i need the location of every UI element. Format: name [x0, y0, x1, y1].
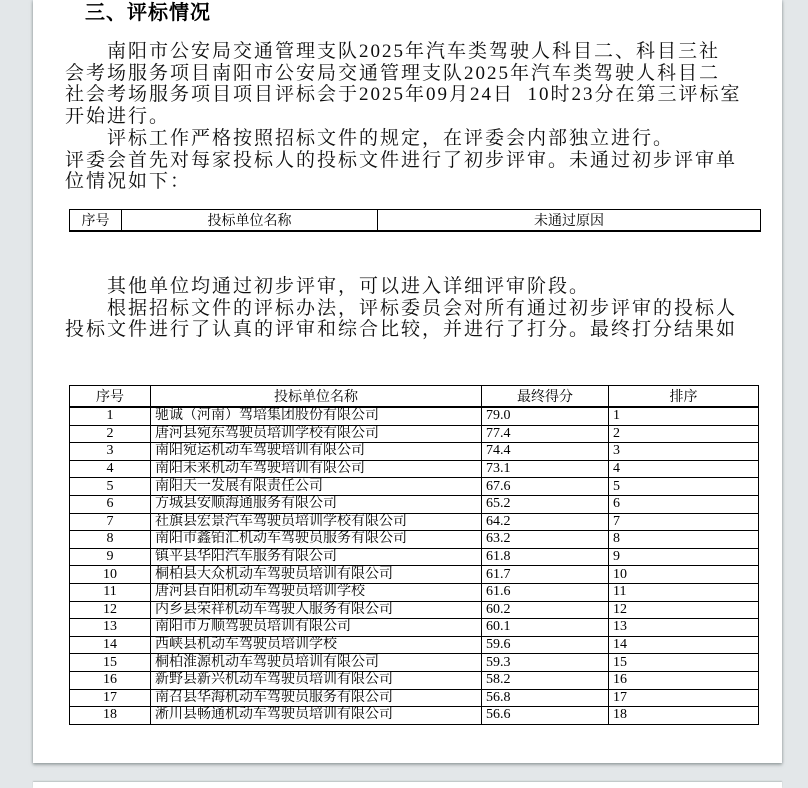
table-cell-rank: 13	[609, 619, 759, 637]
table-row	[70, 654, 759, 672]
table-cell-rank: 9	[609, 548, 759, 566]
table-cell-no: 3	[70, 443, 151, 461]
table-cell-name: 唐河县百阳机动车驾驶员培训学校	[151, 583, 482, 601]
table-cell-no: 16	[70, 671, 151, 689]
table-cell-name: 南阳未来机动车驾驶培训有限公司	[151, 460, 482, 478]
table-cell-score: 65.2	[482, 495, 609, 513]
table-cell-no: 10	[70, 566, 151, 584]
table-row	[70, 531, 759, 549]
table-row	[70, 619, 759, 637]
text-line: 会考场服务项目南阳市公安局交通管理支队2025年汽车类驾驶人科目二	[65, 62, 721, 84]
table-header-row	[70, 386, 759, 408]
table-cell-score: 61.6	[482, 583, 609, 601]
table-cell-name: 南阳市鑫铂汇机动车驾驶员服务有限公司	[151, 531, 482, 549]
table-row	[70, 689, 759, 707]
table-cell-rank: 8	[609, 531, 759, 549]
table-cell-score: 58.2	[482, 671, 609, 689]
table-cell-name: 西峡县机动车驾驶员培训学校	[151, 636, 482, 654]
column-header: 未通过原因	[378, 210, 761, 232]
text-line: 开始进行。	[65, 106, 171, 128]
table-cell-rank: 5	[609, 478, 759, 496]
column-header: 序号	[70, 386, 151, 408]
table-cell-score: 60.1	[482, 619, 609, 637]
table-cell-name: 内乡县荣祥机动车驾驶人服务有限公司	[151, 601, 482, 619]
table-cell-rank: 14	[609, 636, 759, 654]
document-page[interactable]	[33, 0, 782, 763]
text-line: 其他单位均通过初步评审，可以进入详细评审阶段。	[65, 276, 591, 297]
table-row	[70, 478, 759, 496]
section-heading: 三、评标情况	[85, 2, 211, 24]
table-cell-rank: 4	[609, 460, 759, 478]
column-header: 排序	[609, 386, 759, 408]
table-cell-rank: 2	[609, 425, 759, 443]
table-row	[70, 513, 759, 531]
table-row	[70, 601, 759, 619]
table-cell-rank: 18	[609, 707, 759, 725]
table-row	[70, 671, 759, 689]
table-cell-rank: 6	[609, 495, 759, 513]
table-cell-no: 12	[70, 601, 151, 619]
table-cell-name: 南召县华海机动车驾驶员服务有限公司	[151, 689, 482, 707]
table-cell-rank: 15	[609, 654, 759, 672]
table-cell-no: 6	[70, 495, 151, 513]
table-row	[70, 566, 759, 584]
table-cell-score: 60.2	[482, 601, 609, 619]
paragraph-block-detail	[65, 276, 753, 341]
table-row	[70, 443, 759, 461]
table-cell-score: 56.6	[482, 707, 609, 725]
table-cell-score: 61.7	[482, 566, 609, 584]
table-header-row	[70, 210, 761, 232]
table-cell-no: 18	[70, 707, 151, 725]
paragraph-block-intro	[65, 41, 753, 193]
table-cell-rank: 16	[609, 671, 759, 689]
table-cell-score: 63.2	[482, 531, 609, 549]
table-cell-score: 64.2	[482, 513, 609, 531]
column-header: 序号	[70, 210, 122, 232]
column-header: 投标单位名称	[122, 210, 378, 232]
table-cell-rank: 11	[609, 583, 759, 601]
table-cell-rank: 3	[609, 443, 759, 461]
table-cell-score: 59.6	[482, 636, 609, 654]
table-row	[70, 495, 759, 513]
text-line: 投标文件进行了认真的评审和综合比较，并进行了打分。最终打分结果如	[65, 319, 738, 341]
next-page-top-edge[interactable]	[33, 782, 782, 788]
table-cell-score: 61.8	[482, 548, 609, 566]
table-cell-name: 南阳宛运机动车驾驶培训有限公司	[151, 443, 482, 461]
table-cell-rank: 10	[609, 566, 759, 584]
table-cell-no: 15	[70, 654, 151, 672]
table-row	[70, 548, 759, 566]
table-row	[70, 583, 759, 601]
table-cell-score: 77.4	[482, 425, 609, 443]
table-cell-name: 方城县安顺海通服务有限公司	[151, 495, 482, 513]
table-row	[70, 407, 759, 425]
table-cell-rank: 7	[609, 513, 759, 531]
text-line: 位情况如下：	[65, 171, 192, 193]
text-line: 南阳市公安局交通管理支队2025年汽车类驾驶人科目二、科目三社	[65, 41, 721, 62]
table-cell-name: 唐河县宛东驾驶员培训学校有限公司	[151, 425, 482, 443]
table-cell-no: 11	[70, 583, 151, 601]
table-cell-rank: 17	[609, 689, 759, 707]
table-cell-name: 驰诚（河南）驾培集团股份有限公司	[151, 407, 482, 425]
table-cell-no: 14	[70, 636, 151, 654]
table-row	[70, 460, 759, 478]
table-cell-name: 南阳天一发展有限责任公司	[151, 478, 482, 496]
table-cell-score: 79.0	[482, 407, 609, 425]
table-cell-no: 5	[70, 478, 151, 496]
column-header: 投标单位名称	[151, 386, 482, 408]
table-cell-no: 9	[70, 548, 151, 566]
final-scores-table	[69, 385, 759, 725]
table-cell-no: 13	[70, 619, 151, 637]
table-row	[70, 636, 759, 654]
table-row	[70, 707, 759, 725]
unpassed-bidders-table	[69, 209, 761, 232]
table-cell-name: 新野县新兴机动车驾驶员培训有限公司	[151, 671, 482, 689]
table-cell-name: 镇平县华阳汽车服务有限公司	[151, 548, 482, 566]
table-cell-name: 南阳市万顺驾驶员培训有限公司	[151, 619, 482, 637]
table-cell-score: 74.4	[482, 443, 609, 461]
table-cell-score: 73.1	[482, 460, 609, 478]
table-cell-name: 桐柏县大众机动车驾驶员培训有限公司	[151, 566, 482, 584]
table-cell-no: 2	[70, 425, 151, 443]
table-cell-score: 67.6	[482, 478, 609, 496]
table-cell-rank: 1	[609, 407, 759, 425]
table-cell-no: 17	[70, 689, 151, 707]
table-cell-no: 7	[70, 513, 151, 531]
table-cell-no: 8	[70, 531, 151, 549]
column-header: 最终得分	[482, 386, 609, 408]
text-line: 评标工作严格按照招标文件的规定，在评委会内部独立进行。	[65, 127, 675, 149]
table-cell-name: 桐柏淮源机动车驾驶员培训有限公司	[151, 654, 482, 672]
table-row	[70, 425, 759, 443]
text-line: 根据招标文件的评标办法，评标委员会对所有通过初步评审的投标人	[65, 297, 738, 319]
text-line: 评委会首先对每家投标人的投标文件进行了初步评审。未通过初步评审单	[65, 149, 738, 171]
table-cell-no: 4	[70, 460, 151, 478]
table-cell-name: 淅川县畅通机动车驾驶员培训有限公司	[151, 707, 482, 725]
table-cell-rank: 12	[609, 601, 759, 619]
table-cell-score: 59.3	[482, 654, 609, 672]
table-cell-name: 社旗县宏景汽车驾驶员培训学校有限公司	[151, 513, 482, 531]
table-cell-no: 1	[70, 407, 151, 425]
text-line: 社会考场服务项目项目评标会于2025年09月24日 10时23分在第三评标室	[65, 84, 742, 106]
table-cell-score: 56.8	[482, 689, 609, 707]
